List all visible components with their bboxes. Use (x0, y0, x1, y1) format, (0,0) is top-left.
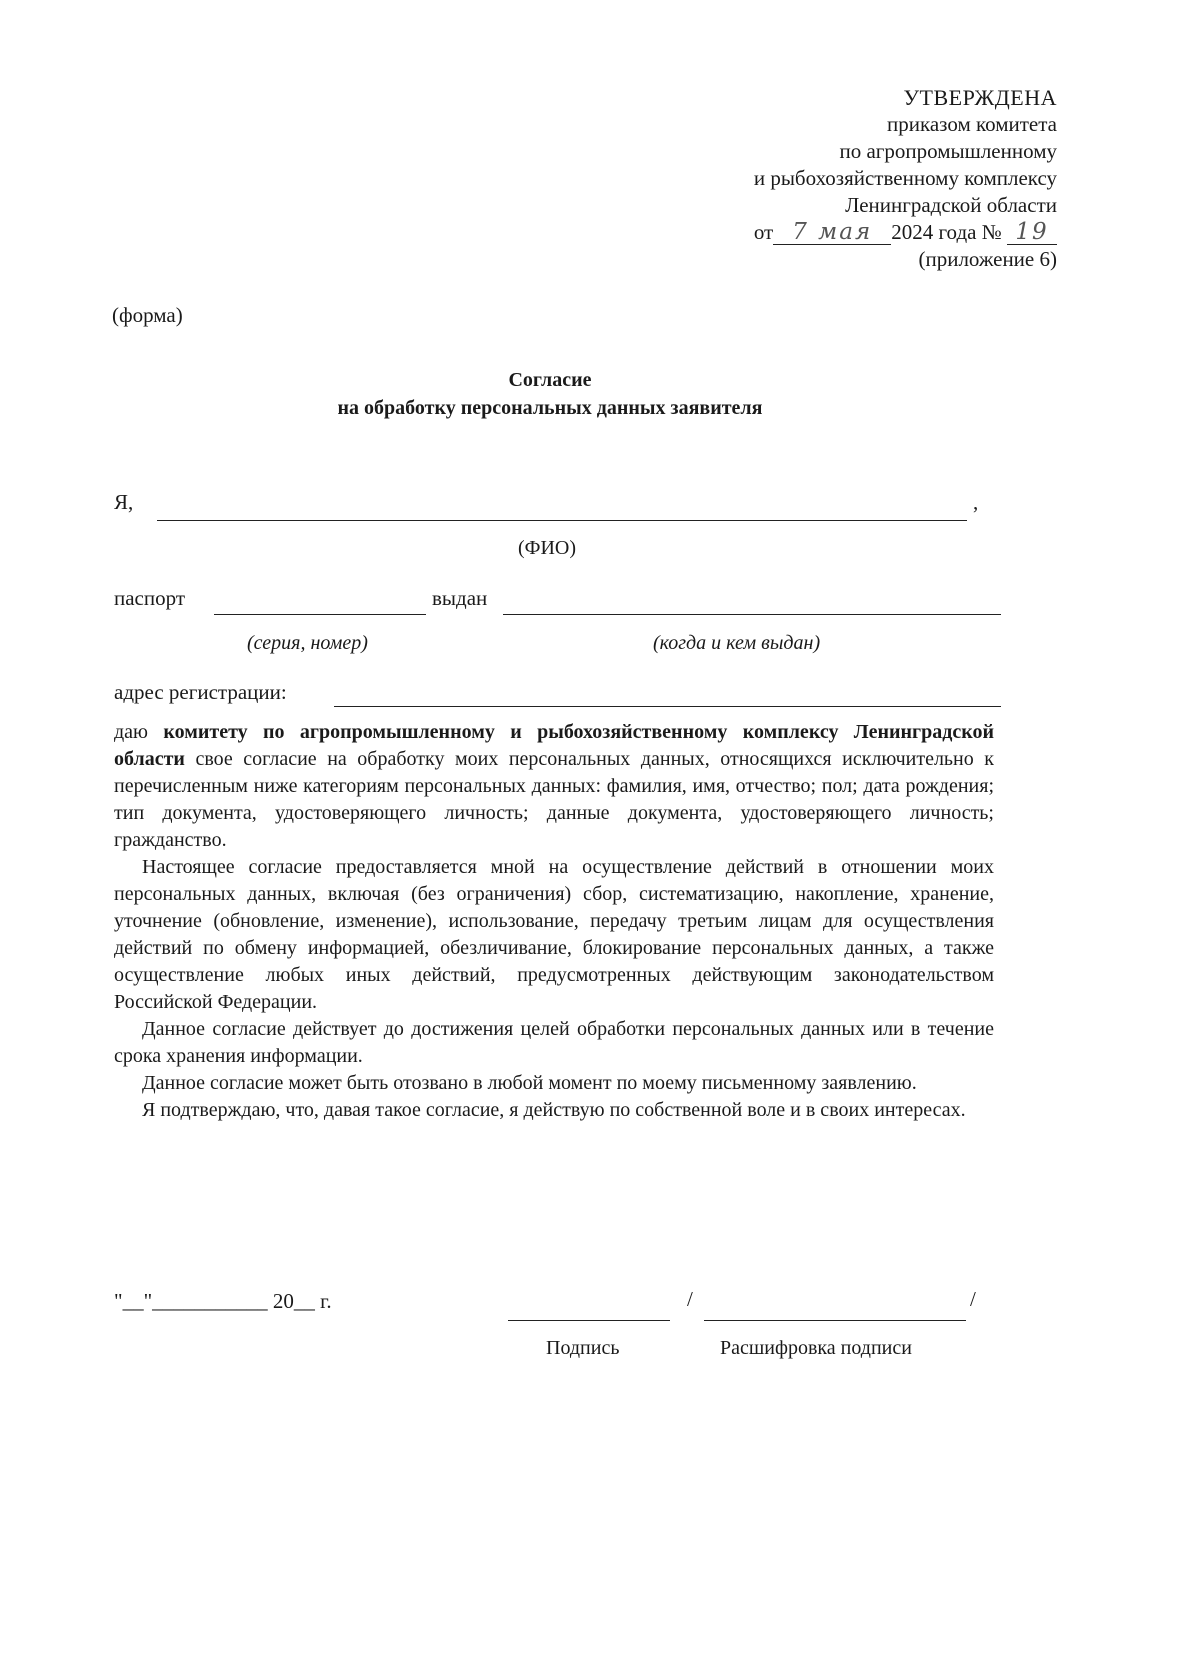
consent-body (114, 719, 994, 1124)
series-caption: (серия, номер) (247, 632, 368, 654)
fio-field-line[interactable] (157, 520, 967, 521)
committee-name: комитету по агропромышленному и рыбохозяйственному комплексу Ленинградской области (114, 721, 994, 770)
handwritten-number: 19 (1007, 220, 1057, 245)
body-paragraph-2: Настоящее согласие предоставляется мной на осуществление действий в отношении моих персональных данных, включая (без ограничения) сбор, систематизацию, накопление, хранение, уточнение (обновление, изменение), использование, передачу третьим лицам для осуществления действий по обмену информацией, обезличивание, блокирование персональных данных, а также осуществление любых иных действий, предусмотренных действующим законодательством Российской Федерации. (114, 856, 994, 1013)
passport-issued-line[interactable] (503, 614, 1001, 615)
passport-label: паспорт (114, 586, 186, 610)
title-line-1: Согласие (508, 369, 592, 391)
approval-block (754, 84, 1057, 273)
body-paragraph-5: Я подтверждаю, что, давая такое согласие, я действую по собственной воле и в своих интересах. (142, 1099, 966, 1121)
signature-decoding-line[interactable] (704, 1320, 966, 1321)
fio-comma: , (973, 490, 979, 514)
issued-caption: (когда и кем выдан) (653, 632, 821, 654)
issued-label: выдан (432, 586, 488, 610)
approval-line-1: приказом комитета (886, 112, 1057, 136)
approval-line-3: и рыбохозяйственному комплексу (753, 166, 1057, 190)
body-paragraph-1: даю комитету по агропромышленному и рыбохозяйственному комплексу Ленинградской области свое согласие на обработку моих персональных данных, относящихся исключительно к перечисленным ниже категориям персональных данных: фамилия, имя, отчество; пол; дата рождения; тип документа, удостоверяющего личность; данные документа, удостоверяющего личность; гражданство. (114, 721, 994, 851)
document-title (0, 366, 1100, 422)
year-text: 2024 года № (891, 220, 1002, 244)
fio-caption: (ФИО) (518, 537, 577, 559)
form-label: (форма) (112, 303, 183, 327)
approval-line-4: Ленинградской области (845, 193, 1057, 217)
body-paragraph-3: Данное согласие действует до достижения целей обработки персональных данных или в течение срока хранения информации. (114, 1018, 994, 1067)
signature-slash-left: / (687, 1287, 693, 1311)
approval-line-2: по агропромышленному (839, 139, 1057, 163)
approval-date-line (754, 219, 1057, 246)
address-field-line[interactable] (334, 706, 1001, 707)
body-paragraph-4: Данное согласие может быть отозвано в любой момент по моему письменному заявлению. (142, 1072, 917, 1094)
approval-title: УТВЕРЖДЕНА (903, 85, 1057, 110)
decoding-caption: Расшифровка подписи (720, 1337, 912, 1359)
signature-date-line: "__"___________ 20__ г. (114, 1289, 332, 1313)
date-prefix: от (753, 220, 774, 244)
signature-slash-right: / (970, 1287, 976, 1311)
handwritten-date: 7 мая (773, 220, 891, 245)
signature-caption: Подпись (546, 1337, 620, 1359)
address-label: адрес регистрации: (114, 680, 287, 704)
passport-series-line[interactable] (214, 614, 426, 615)
signature-line[interactable] (508, 1320, 670, 1321)
title-line-2: на обработку персональных данных заявителя (337, 397, 763, 419)
i-label: Я, (114, 490, 134, 514)
approval-appendix: (приложение 6) (918, 247, 1057, 271)
